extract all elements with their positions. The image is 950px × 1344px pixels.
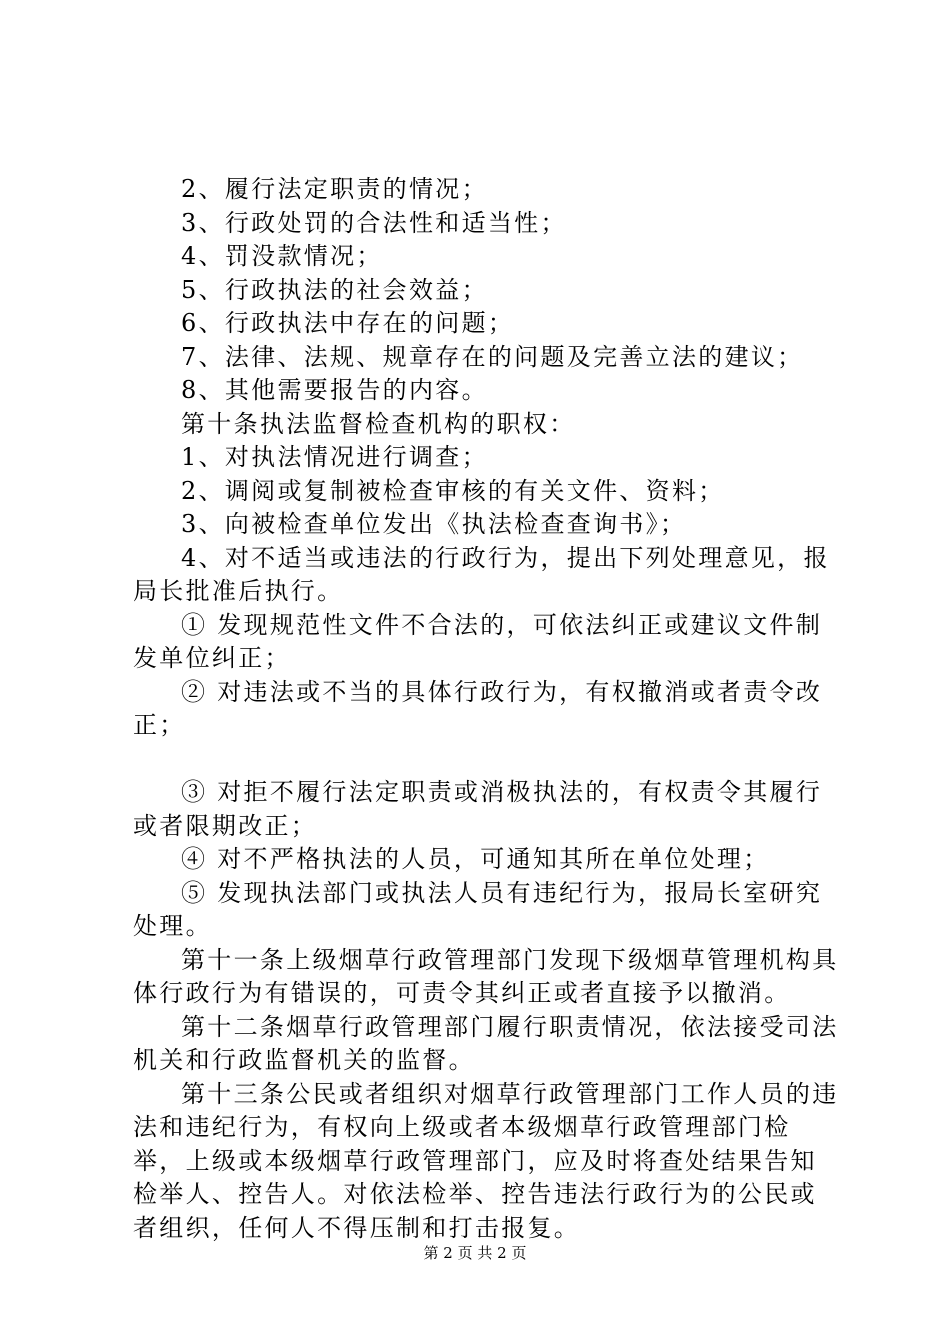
paragraph: 4、对不适当或违法的行政行为，提出下列处理意见，报局长批准后执行。 bbox=[133, 543, 830, 605]
paragraph: 2、调阅或复制被检查审核的有关文件、资料； bbox=[181, 476, 725, 505]
paragraph: 4、罚没款情况； bbox=[181, 242, 383, 270]
paragraph: 3、行政处罚的合法性和适当性； bbox=[181, 208, 567, 237]
paragraph: 5、行政执法的社会效益； bbox=[181, 275, 488, 304]
article-heading: 第十条执法监督检查机构的职权： bbox=[181, 409, 576, 438]
paragraph: 8、其他需要报告的内容。 bbox=[181, 376, 488, 404]
paragraph: 3、向被检查单位发出《执法检查查询书》； bbox=[181, 510, 687, 538]
article-paragraph: 第十一条上级烟草行政管理部门发现下级烟草管理机构具体行政行为有错误的，可责令其纠正或者直接予以撤消。 bbox=[133, 945, 839, 1007]
article-paragraph: 第十三条公民或者组织对烟草行政管理部门工作人员的违法和违纪行为，有权向上级或者本级烟草行政管理部门检举，上级或本级烟草行政管理部门，应及时将查处结果告知检举人、控告人。对依法检举、控告违法行政行为的公民或者组织，任何人不得压制和打击报复。 bbox=[133, 1079, 839, 1242]
article-paragraph: 第十二条烟草行政管理部门履行职责情况，依法接受司法机关和行政监督机关的监督。 bbox=[133, 1012, 839, 1074]
paragraph: ② 对违法或不当的具体行政行为，有权撤消或者责令改正； bbox=[133, 677, 823, 739]
paragraph: 1、对执法情况进行调查； bbox=[181, 443, 488, 471]
paragraph: 2、履行法定职责的情况； bbox=[181, 175, 488, 203]
paragraph: 7、法律、法规、规章存在的问题及完善立法的建议； bbox=[181, 342, 804, 371]
page-footer: 第 2 页 共 2 页 bbox=[423, 1244, 527, 1262]
paragraph: ③ 对拒不履行法定职责或消极执法的，有权责令其履行或者限期改正； bbox=[133, 778, 823, 840]
paragraph: ⑤ 发现执法部门或执法人员有违纪行为，报局长室研究处理。 bbox=[133, 878, 823, 940]
paragraph: ④ 对不严格执法的人员，可通知其所在单位处理； bbox=[181, 845, 770, 873]
paragraph: 6、行政执法中存在的问题； bbox=[181, 309, 515, 337]
document-body bbox=[133, 173, 841, 1245]
paragraph: ① 发现规范性文件不合法的，可依法纠正或建议文件制发单位纠正； bbox=[133, 610, 823, 672]
